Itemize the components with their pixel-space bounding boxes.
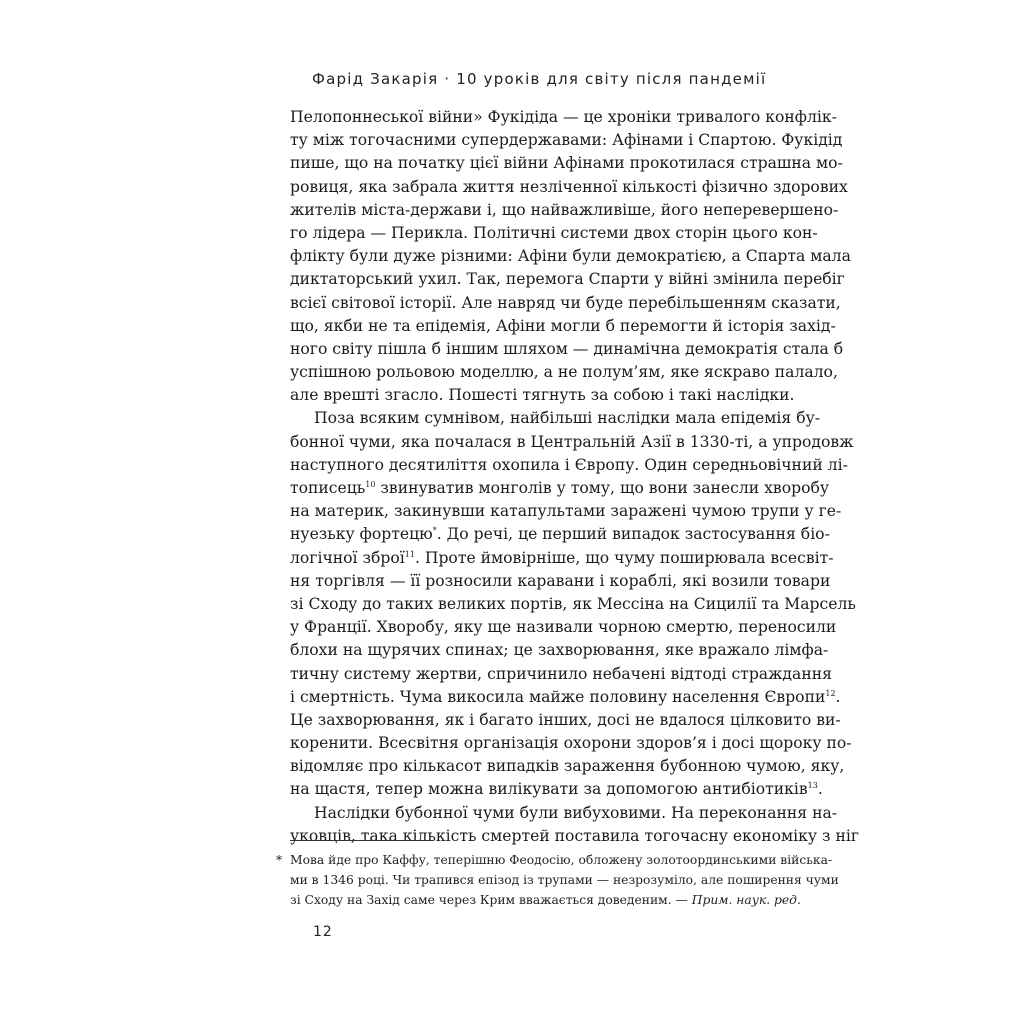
endnote-ref: 13 xyxy=(807,781,818,791)
text-segment: . xyxy=(817,780,823,799)
text-line: жителів міста-держави і, що найважливіше, його неперевершено- xyxy=(290,200,839,219)
editor-note: Прим. наук. ред. xyxy=(691,893,801,907)
text-segment: зі Сходу на Захід саме через Крим вважається доведеним. — xyxy=(290,893,692,907)
endnote-ref: 11 xyxy=(404,549,415,559)
text-line: на материк, закинувши катапультами заражені чумою трупи у ге- xyxy=(290,502,842,521)
footnote-divider xyxy=(290,840,431,841)
text-line xyxy=(290,547,834,570)
footnote-line: ми в 1346 році. Чи трапився епізод із трупами — незрозуміло, але поширення чуми xyxy=(290,873,839,887)
text-line xyxy=(290,477,830,500)
text-line: зі Сходу до таких великих портів, як Мессіна на Сицилії та Марсель xyxy=(290,594,856,613)
text-segment: на щастя, тепер можна вилікувати за допомогою антибіотиків xyxy=(290,780,808,799)
text-line: тичну систему жертви, спричинило небачені відтоді страждання xyxy=(290,664,832,683)
text-segment: і смертність. Чума викосила майже половину населення Європи xyxy=(290,687,826,706)
running-head: Фарід Закарія · 10 уроків для світу після пандемії xyxy=(312,70,767,88)
footnote-line: Мова йде про Каффу, теперішню Феодосію, обложену золотоординськими військa- xyxy=(290,853,833,867)
text-line: го лідера — Перикла. Політичні системи двох сторін цього кон- xyxy=(290,223,818,242)
text-line: блохи на щурячих спинах; це захворювання, яке вражало лімфа- xyxy=(290,641,829,660)
page-number: 12 xyxy=(313,924,333,940)
main-text xyxy=(290,106,860,848)
text-line: бонної чуми, яка почалася в Центральній Азії в 1330-ті, а упродовж xyxy=(290,432,854,451)
text-line: наступного десятиліття охопила і Європу. Один середньовічний лі- xyxy=(290,455,848,474)
text-line xyxy=(290,778,823,801)
text-line: Наслідки бубонної чуми були вибуховими. На переконання на- xyxy=(314,803,838,822)
text-line xyxy=(290,686,841,709)
text-segment: тописець xyxy=(290,479,366,497)
text-line: всієї світової історії. Але навряд чи буде перебільшенням сказати, xyxy=(290,293,841,312)
text-line: коренити. Всесвітня організація охорони здоров’я і досі щороку по- xyxy=(290,734,852,753)
text-segment: . До речі, це перший випадок застосування біо- xyxy=(436,525,830,544)
text-line: диктаторський ухил. Так, перемога Спарти у війні змінила перебіг xyxy=(290,270,845,289)
text-line: у Франції. Хворобу, яку ще називали чорною смертю, переносили xyxy=(290,618,837,637)
text-segment: . Проте ймовірніше, що чуму поширювала всесвіт- xyxy=(414,548,834,567)
text-line xyxy=(290,523,830,546)
text-line: пише, що на початку цієї війни Афінами прокотилася страшна мо- xyxy=(290,154,843,173)
text-line: ня торгівля — її розносили каравани і кораблі, які возили товари xyxy=(290,571,831,590)
text-line: що, якби не та епідемія, Афіни могли б перемогти й історія захід- xyxy=(290,316,836,335)
text-line: Пелопоннеської війни» Фукідіда — це хроніки тривалого конфлік- xyxy=(290,108,837,126)
footnote-line xyxy=(290,890,801,910)
text-segment: нуезьку фортецю xyxy=(290,525,433,544)
footnote xyxy=(276,850,839,910)
text-segment: логічної зброї xyxy=(290,548,405,567)
footnote-marker: * xyxy=(276,853,283,867)
text-line: уковців, така кількість смертей поставила тогочасну економіку з ніг xyxy=(290,826,860,845)
text-segment: . xyxy=(835,687,841,706)
endnote-ref: 10 xyxy=(365,480,376,489)
text-line: Поза всяким сумнівом, найбільші наслідки мала епідемія бу- xyxy=(314,409,821,428)
text-segment: звинуватив монголів у тому, що вони занесли хворобу xyxy=(375,479,830,497)
text-line: ту між тогочасними супердержавами: Афінами і Спартою. Фукідід xyxy=(290,131,843,150)
text-line: Це захворювання, як і багато інших, досі не вдалося цілковито ви- xyxy=(290,710,841,729)
text-line: ровиця, яка забрала життя незліченної кількості фізично здорових xyxy=(290,177,848,196)
text-line: відомляє про кількасот випадків зараження бубонною чумою, яку, xyxy=(290,757,845,776)
text-line: успішною рольовою моделлю, а не полум’ям, яке яскраво палало, xyxy=(290,363,838,382)
footnote-ref: * xyxy=(432,526,437,536)
text-line: флікту були дуже різними: Афіни були демократією, а Спарта мала xyxy=(290,247,851,266)
text-line: але врешті згасло. Пошесті тягнуть за собою і такі наслідки. xyxy=(290,386,795,405)
text-line: ного світу пішла б іншим шляхом — динамічна демократія стала б xyxy=(290,339,844,358)
endnote-ref: 12 xyxy=(825,688,836,698)
